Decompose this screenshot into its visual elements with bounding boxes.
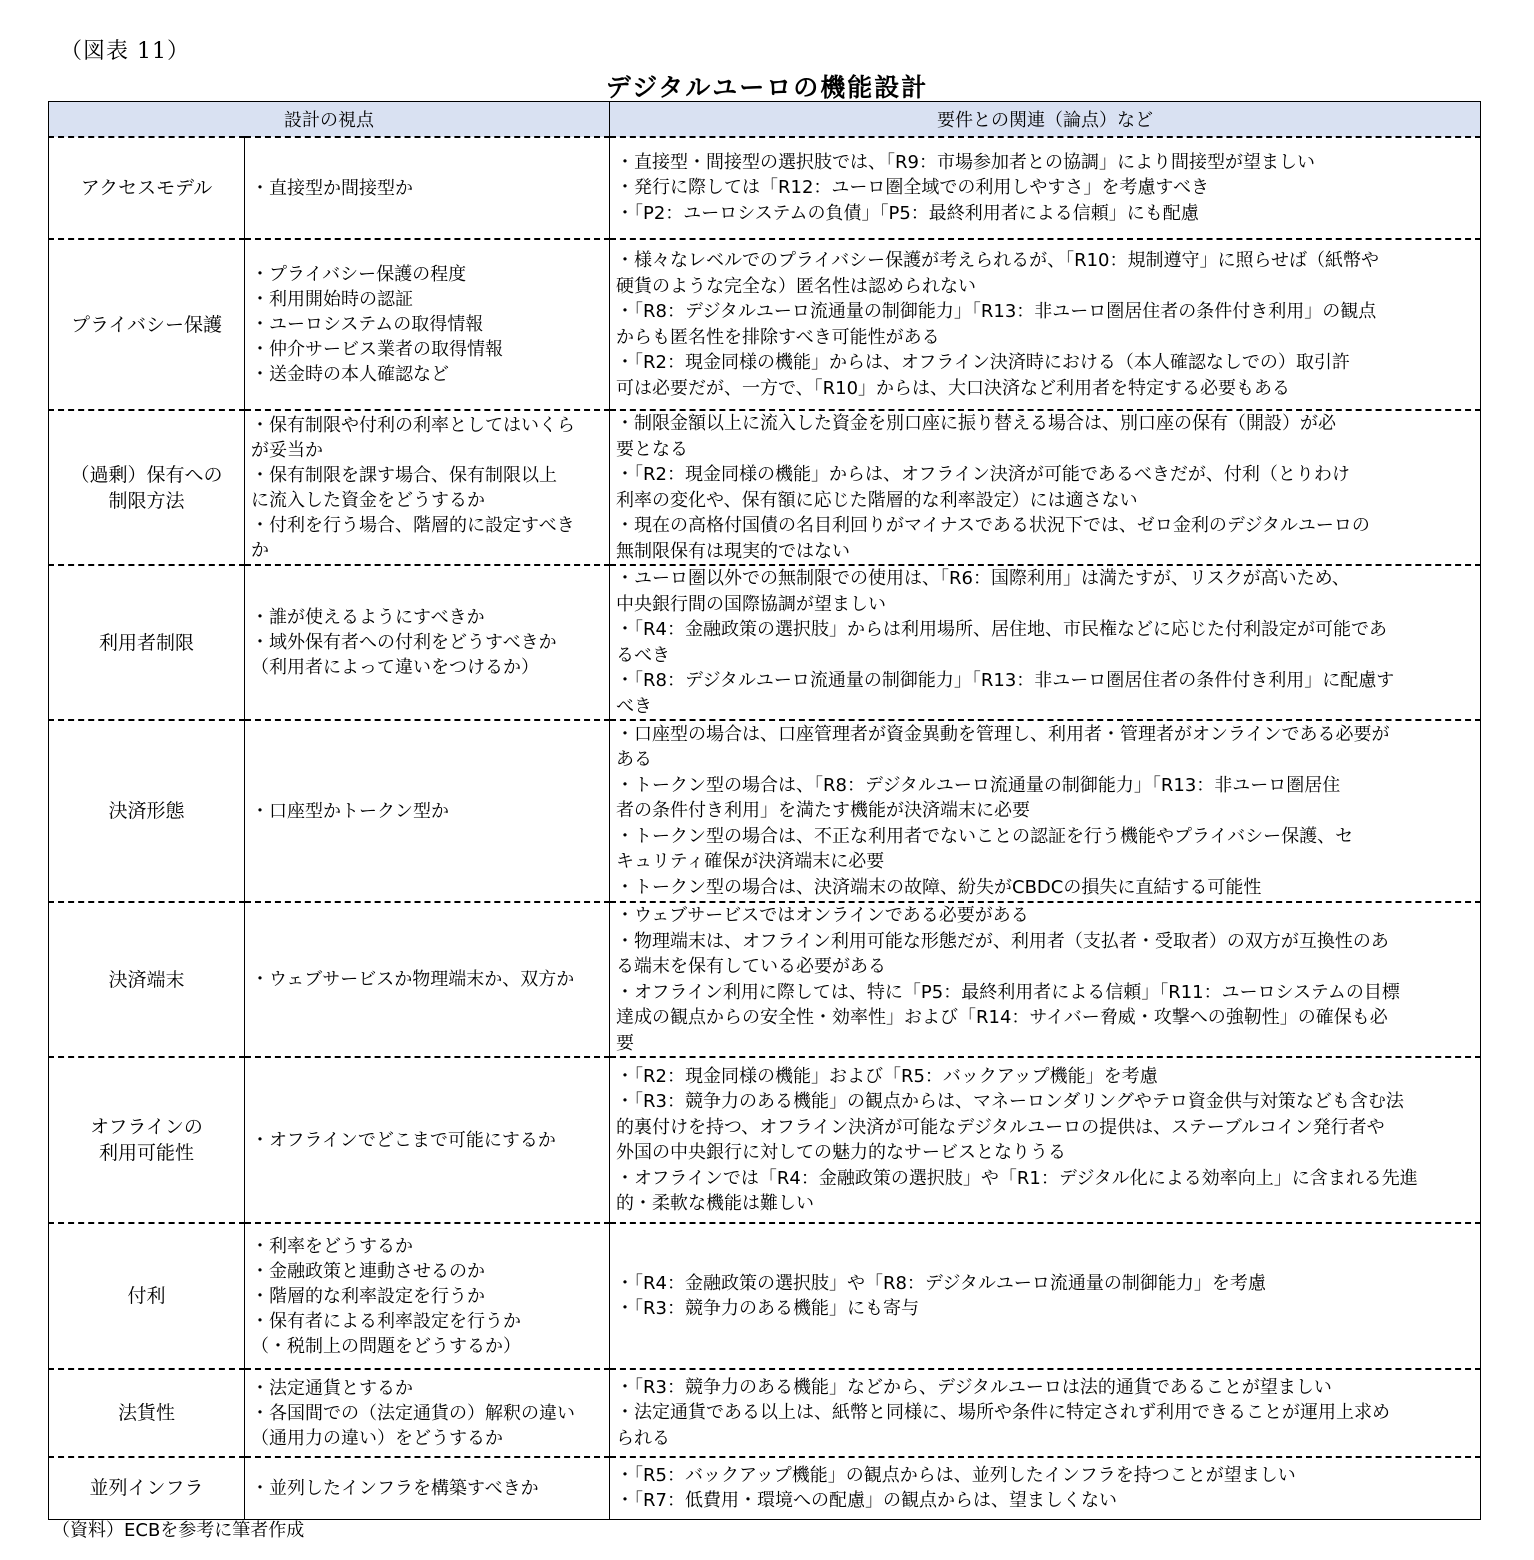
requirement-cell — [610, 410, 1481, 565]
category-cell-line: 利用者制限 — [98, 631, 194, 654]
table-row — [49, 720, 1481, 902]
requirement-cell-line: るべき — [616, 644, 670, 666]
requirement-cell-line: 無制限保有は現実的ではない — [616, 540, 850, 562]
design-point-cell-line: ・保有者による利率設定を行うか — [251, 1310, 521, 1332]
requirement-cell-line: ・法定通貨である以上は、紙幣と同様に、場所や条件に特定されず利用できることが運用上求め — [616, 1402, 1390, 1424]
category-cell-line: 決済端末 — [108, 968, 185, 991]
design-point-cell — [245, 1223, 610, 1369]
requirement-cell-line: ・「R7：低費用・環境への配慮」の観点からは、望ましくない — [616, 1490, 1117, 1512]
category-cell-line: （過剰）保有への — [70, 463, 223, 486]
design-point-cell-line: ・利率をどうするか — [251, 1235, 413, 1257]
requirement-cell-line: 達成の観点からの安全性・効率性」および「R14：サイバー脅威・攻撃への強靭性」の確保も必 — [616, 1007, 1388, 1028]
requirement-cell — [610, 1457, 1481, 1519]
category-cell-line: 法貨性 — [117, 1402, 175, 1424]
requirement-cell-line: ・制限金額以上に流入した資金を別口座に振り替える場合は、別口座の保有（開設）が必 — [616, 413, 1336, 434]
requirement-cell — [610, 720, 1481, 902]
category-cell — [49, 1057, 245, 1223]
table-row — [49, 565, 1481, 720]
requirement-cell-line: ・「R2：現金同様の機能」からは、オフライン決済が可能であるべきだが、付利（とりわけ — [616, 464, 1350, 485]
requirement-cell-line: ・「R4：金融政策の選択肢」からは利用場所、居住地、市民権などに応じた付利設定が可能であ — [616, 619, 1387, 640]
category-cell — [49, 1223, 245, 1369]
design-point-cell — [245, 1369, 610, 1457]
table-row — [49, 902, 1481, 1057]
category-cell-line: 付利 — [127, 1285, 166, 1307]
design-point-cell — [245, 565, 610, 720]
table-row — [49, 1057, 1481, 1223]
requirement-cell — [610, 1057, 1481, 1223]
requirement-cell-line: ・「R2：現金同様の機能」からは、オフライン決済時における（本人確認なしでの）取引許 — [616, 352, 1350, 373]
category-cell — [49, 410, 245, 565]
requirement-cell-line: ・「R4：金融政策の選択肢」や「R8：デジタルユーロ流通量の制御能力」を考慮 — [616, 1272, 1266, 1294]
requirement-cell-line: 利率の変化や、保有額に応じた階層的な利率設定）には適さない — [616, 489, 1138, 511]
design-point-cell-line: （通用力の違い）をどうするか — [251, 1427, 503, 1449]
requirement-cell-line: 的裏付けを持つ、オフライン決済が可能なデジタルユーロの提供は、ステーブルコイン発行者や — [616, 1116, 1385, 1138]
category-cell-line: オフラインの — [90, 1116, 203, 1138]
requirement-cell-line: 者の条件付き利用」を満たす機能が決済端末に必要 — [616, 800, 1030, 822]
requirement-cell-line: 要となる — [616, 438, 688, 460]
design-point-cell-line: が妥当か — [251, 439, 323, 461]
requirement-cell-line: 外国の中央銀行に対しての魅力的なサービスとなりうる — [616, 1142, 1066, 1163]
table-row — [49, 1457, 1481, 1519]
requirement-cell-line: べき — [616, 695, 652, 717]
requirement-cell-line: ・「R2：現金同様の機能」および「R5：バックアップ機能」を考慮 — [616, 1065, 1158, 1087]
design-point-cell-line: ・ウェブサービスか物理端末か、双方か — [251, 969, 575, 990]
requirement-cell-line: 的・柔軟な機能は難しい — [616, 1193, 814, 1214]
design-point-cell — [245, 902, 610, 1057]
category-cell — [49, 565, 245, 720]
design-table — [48, 101, 1481, 1520]
requirement-cell-line: ・ユーロ圏以外での無制限での使用は、「R6：国際利用」は満たすが、リスクが高いため、 — [616, 568, 1350, 589]
category-cell — [49, 902, 245, 1057]
category-cell-line: 利用可能性 — [98, 1142, 194, 1164]
design-point-cell-line: （・税制上の問題をどうするか） — [251, 1335, 521, 1357]
design-point-cell — [245, 239, 610, 410]
design-point-cell-line: （利用者によって違いをつけるか） — [251, 657, 539, 678]
category-cell — [49, 1369, 245, 1457]
category-cell-line: 決済形態 — [108, 800, 185, 822]
requirement-cell-line: ・様々なレベルでのプライバシー保護が考えられるが、「R10：規制遵守」に照らせば（紙幣や — [616, 250, 1379, 271]
requirement-cell-line: ・「R3：競争力のある機能」の観点からは、マネーロンダリングやテロ資金供与対策なども含む法 — [616, 1091, 1404, 1112]
table-row — [49, 1369, 1481, 1457]
requirement-cell-line: ・オフライン利用に際しては、特に「P5：最終利用者による信頼」「R11：ユーロシステムの目標 — [616, 981, 1400, 1003]
requirement-cell-line: 硬貨のような完全な）匿名性は認められない — [616, 275, 976, 297]
category-cell-line: 制限方法 — [108, 489, 185, 512]
design-point-cell-line: ・口座型かトークン型か — [251, 800, 449, 822]
design-point-cell-line: ・直接型か間接型か — [251, 177, 413, 199]
requirement-cell-line: る端末を保有している必要がある — [616, 956, 886, 977]
requirement-cell — [610, 137, 1481, 239]
requirement-cell-line: ・オフラインでは「R4：金融政策の選択肢」や「R1：デジタル化による効率向上」に含まれる先進 — [616, 1167, 1418, 1189]
figure-label: （図表 11） — [60, 39, 190, 64]
category-cell — [49, 720, 245, 902]
design-point-cell-line: ・域外保有者への付利をどうすべきか — [251, 632, 557, 653]
category-cell-line: アクセスモデル — [80, 177, 213, 199]
requirement-cell-line: ・口座型の場合は、口座管理者が資金異動を管理し、利用者・管理者がオンラインである必要が — [616, 723, 1390, 745]
requirement-cell — [610, 1369, 1481, 1457]
design-point-cell-line: ・法定通貨とするか — [251, 1377, 413, 1399]
table-row — [49, 410, 1481, 565]
requirement-cell-line: ・ウェブサービスではオンラインである必要がある — [616, 905, 1029, 926]
category-cell — [49, 239, 245, 410]
table-header-row — [49, 102, 1481, 138]
design-point-cell-line: ・誰が使えるようにすべきか — [251, 607, 485, 628]
design-point-cell — [245, 1057, 610, 1223]
header-perspective: 設計の視点 — [49, 102, 610, 138]
requirement-cell-line: ・「R3：競争力のある機能」などから、デジタルユーロは法的通貨であることが望ましい — [616, 1376, 1332, 1398]
design-point-cell — [245, 720, 610, 902]
category-cell — [49, 137, 245, 239]
page-title: デジタルユーロの機能設計 — [605, 73, 929, 102]
requirement-cell-line: ・物理端末は、オフライン利用可能な形態だが、利用者（支払者・受取者）の双方が互換性のあ — [616, 930, 1389, 952]
design-point-cell-line: ・階層的な利率設定を行うか — [251, 1285, 485, 1307]
design-point-cell-line: か — [251, 539, 269, 561]
requirement-cell-line: 要 — [616, 1032, 634, 1054]
design-point-cell-line: ・仲介サービス業者の取得情報 — [251, 339, 503, 360]
requirement-cell-line: ・直接型・間接型の選択肢では、「R9：市場参加者との協調」により間接型が望ましい — [616, 151, 1315, 173]
requirement-cell-line: 中央銀行間の国際協調が望ましい — [616, 593, 886, 615]
requirement-cell-line: ・「R8：デジタルユーロ流通量の制御能力」「R13：非ユーロ圏居住者の条件付き利用」の観点 — [616, 301, 1377, 322]
design-point-cell-line: ・金融政策と連動させるのか — [251, 1260, 485, 1282]
requirement-cell-line: ・発行に際しては「R12：ユーロ圏全域での利用しやすさ」を考慮すべき — [616, 177, 1210, 199]
design-point-cell-line: ・保有制限や付利の利率としてはいくら — [251, 414, 575, 436]
design-point-cell — [245, 1457, 610, 1519]
requirement-cell — [610, 1223, 1481, 1369]
table-row — [49, 1223, 1481, 1369]
requirement-cell — [610, 902, 1481, 1057]
design-point-cell-line: ・オフラインでどこまで可能にするか — [251, 1129, 556, 1151]
requirement-cell-line: ・トークン型の場合は、不正な利用者でないことの認証を行う機能やプライバシー保護、セ — [616, 825, 1354, 847]
requirement-cell-line: られる — [616, 1427, 670, 1449]
table-row — [49, 239, 1481, 410]
category-cell-line: プライバシー保護 — [70, 313, 223, 336]
requirement-cell — [610, 565, 1481, 720]
design-point-cell-line: ・各国間での（法定通貨の）解釈の違い — [251, 1402, 575, 1424]
requirement-cell-line: ・「P2：ユーロシステムの負債」「P5：最終利用者による信頼」にも配慮 — [616, 202, 1199, 224]
design-point-cell — [245, 410, 610, 565]
requirement-cell-line: 可は必要だが、一方で、「R10」からは、大口決済など利用者を特定する必要もある — [616, 377, 1291, 399]
requirement-cell-line: ・トークン型の場合は、決済端末の故障、紛失がCBDCの損失に直結する可能性 — [616, 876, 1262, 898]
requirement-cell-line: ある — [616, 749, 652, 771]
design-point-cell-line: ・送金時の本人確認など — [251, 364, 449, 385]
table-row — [49, 137, 1481, 239]
header-requirements: 要件との関連（論点）など — [610, 102, 1481, 138]
requirement-cell-line: からも匿名性を排除すべき可能性がある — [616, 326, 940, 348]
design-point-cell-line: ・保有制限を課す場合、保有制限以上 — [251, 464, 557, 486]
requirement-cell-line: キュリティ確保が決済端末に必要 — [616, 851, 885, 873]
requirement-cell-line: ・現在の高格付国債の名目利回りがマイナスである状況下では、ゼロ金利のデジタルユーロの — [616, 515, 1370, 536]
category-cell — [49, 1457, 245, 1519]
requirement-cell-line: ・トークン型の場合は、「R8：デジタルユーロ流通量の制御能力」「R13：非ユーロ圏居住 — [616, 774, 1341, 796]
design-point-cell-line: に流入した資金をどうするか — [251, 489, 485, 511]
requirement-cell-line: ・「R5：バックアップ機能」の観点からは、並列したインフラを持つことが望ましい — [616, 1464, 1296, 1486]
category-cell-line: 並列インフラ — [89, 1477, 204, 1500]
design-point-cell-line: ・付利を行う場合、階層的に設定すべき — [251, 514, 575, 536]
design-point-cell-line: ・並列したインフラを構築すべきか — [251, 1477, 539, 1499]
requirement-cell — [610, 239, 1481, 410]
design-point-cell — [245, 137, 610, 239]
requirement-cell-line: ・「R8：デジタルユーロ流通量の制御能力」「R13：非ユーロ圏居住者の条件付き利用」に配慮す — [616, 670, 1395, 691]
design-point-cell-line: ・ユーロシステムの取得情報 — [251, 314, 484, 335]
requirement-cell-line: ・「R3：競争力のある機能」にも寄与 — [616, 1298, 919, 1319]
source-note: （資料）ECBを参考に筆者作成 — [52, 1520, 305, 1541]
design-point-cell-line: ・プライバシー保護の程度 — [251, 264, 467, 285]
design-point-cell-line: ・利用開始時の認証 — [251, 289, 413, 310]
